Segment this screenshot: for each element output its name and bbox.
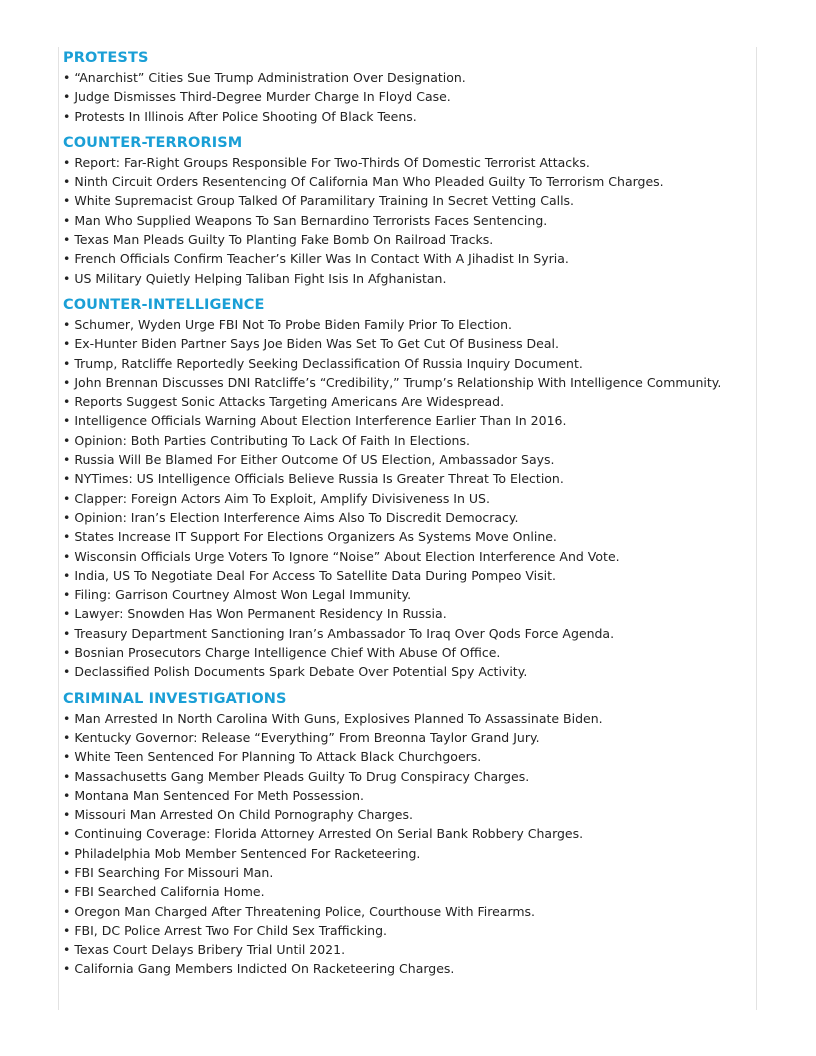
bullet-icon: • <box>63 251 71 267</box>
bullet-icon: • <box>63 903 71 919</box>
bullet-icon: • <box>63 625 71 641</box>
headline-text: Protests In Illinois After Police Shooting Of Black Teens. <box>74 108 417 124</box>
bullet-icon: • <box>63 884 71 900</box>
bullet-icon: • <box>63 316 71 332</box>
headline-text: Opinion: Both Parties Contributing To Lack Of Faith In Elections. <box>74 432 470 448</box>
headline-text: Trump, Ratcliffe Reportedly Seeking Declassification Of Russia Inquiry Document. <box>74 355 583 371</box>
section-protests <box>63 49 753 126</box>
headline-list <box>63 153 753 288</box>
headline-text: Man Arrested In North Carolina With Guns, Explosives Planned To Assassinate Biden. <box>74 710 603 726</box>
bullet-icon: • <box>63 826 71 842</box>
headline-text: Opinion: Iran’s Election Interference Aims Also To Discredit Democracy. <box>74 509 519 525</box>
bullet-icon: • <box>63 645 71 661</box>
headline-item[interactable] <box>63 863 753 882</box>
headline-text: FBI Searched California Home. <box>74 884 265 900</box>
headline-text: Lawyer: Snowden Has Won Permanent Residency In Russia. <box>74 606 447 622</box>
bullet-icon: • <box>63 509 71 525</box>
headline-item[interactable] <box>63 373 753 392</box>
headline-item[interactable] <box>63 585 753 604</box>
headline-text: California Gang Members Indicted On Racketeering Charges. <box>74 961 455 977</box>
bullet-icon: • <box>63 471 71 487</box>
headline-item[interactable] <box>63 882 753 901</box>
headline-text: Russia Will Be Blamed For Either Outcome Of US Election, Ambassador Says. <box>74 452 555 468</box>
headline-item[interactable] <box>63 87 753 106</box>
headline-text: Declassified Polish Documents Spark Debate Over Potential Spy Activity. <box>74 664 528 680</box>
headline-text: India, US To Negotiate Deal For Access To Satellite Data During Pompeo Visit. <box>74 567 556 583</box>
headline-text: Schumer, Wyden Urge FBI Not To Probe Biden Family Prior To Election. <box>74 316 512 332</box>
section-counter-intelligence <box>63 296 753 682</box>
headline-text: Oregon Man Charged After Threatening Police, Courthouse With Firearms. <box>74 903 536 919</box>
headline-item[interactable] <box>63 249 753 268</box>
bullet-icon: • <box>63 374 71 390</box>
section-heading: CRIMINAL INVESTIGATIONS <box>63 690 287 707</box>
news-briefing <box>63 49 753 979</box>
headline-text: FBI, DC Police Arrest Two For Child Sex Trafficking. <box>74 922 388 938</box>
bullet-icon: • <box>63 587 71 603</box>
headline-text: John Brennan Discusses DNI Ratcliffe’s “Credibility,” Trump’s Relationship With Intelligence Community. <box>74 374 722 390</box>
headline-item[interactable] <box>63 643 753 662</box>
bullet-icon: • <box>63 567 71 583</box>
bullet-icon: • <box>63 336 71 352</box>
bullet-icon: • <box>63 961 71 977</box>
headline-text: Man Who Supplied Weapons To San Bernardino Terrorists Faces Sentencing. <box>74 212 548 228</box>
bullet-icon: • <box>63 193 71 209</box>
headline-text: Philadelphia Mob Member Sentenced For Racketeering. <box>74 845 421 861</box>
headline-item[interactable] <box>63 469 753 488</box>
bullet-icon: • <box>63 710 71 726</box>
section-heading: PROTESTS <box>63 50 149 66</box>
headline-text: Texas Man Pleads Guilty To Planting Fake Bomb On Railroad Tracks. <box>74 232 494 248</box>
headline-item[interactable] <box>63 747 753 766</box>
headline-item[interactable] <box>63 107 753 126</box>
bullet-icon: • <box>63 749 71 765</box>
headline-item[interactable] <box>63 547 753 566</box>
section-heading: COUNTER-INTELLIGENCE <box>63 296 265 313</box>
bullet-icon: • <box>63 270 71 286</box>
headline-item[interactable] <box>63 767 753 786</box>
headline-item[interactable] <box>63 172 753 191</box>
headline-item[interactable] <box>63 959 753 978</box>
bullet-icon: • <box>63 787 71 803</box>
headline-list <box>63 315 753 682</box>
headline-text: Missouri Man Arrested On Child Pornography Charges. <box>74 807 413 823</box>
headline-text: Filing: Garrison Courtney Almost Won Legal Immunity. <box>74 587 412 603</box>
headline-item[interactable] <box>63 728 753 747</box>
headline-item[interactable] <box>63 902 753 921</box>
headline-item[interactable] <box>63 604 753 623</box>
bullet-icon: • <box>63 606 71 622</box>
headline-text: NYTimes: US Intelligence Officials Believe Russia Is Greater Threat To Election. <box>74 471 564 487</box>
headline-text: Treasury Department Sanctioning Iran’s Ambassador To Iraq Over Qods Force Agenda. <box>74 625 615 641</box>
bullet-icon: • <box>63 89 71 105</box>
headline-item[interactable] <box>63 334 753 353</box>
bullet-icon: • <box>63 664 71 680</box>
headline-text: Montana Man Sentenced For Meth Possession. <box>74 787 364 803</box>
headline-item[interactable] <box>63 153 753 172</box>
bullet-icon: • <box>63 729 71 745</box>
headline-text: Judge Dismisses Third-Degree Murder Charge In Floyd Case. <box>74 89 451 105</box>
bullet-icon: • <box>63 154 71 170</box>
bullet-icon: • <box>63 212 71 228</box>
headline-text: Kentucky Governor: Release “Everything” From Breonna Taylor Grand Jury. <box>74 729 540 745</box>
bullet-icon: • <box>63 768 71 784</box>
headline-item[interactable] <box>63 392 753 411</box>
bullet-icon: • <box>63 845 71 861</box>
headline-text: Wisconsin Officials Urge Voters To Ignore “Noise” About Election Interference And Vote. <box>74 548 620 564</box>
bullet-icon: • <box>63 432 71 448</box>
headline-item[interactable] <box>63 269 753 288</box>
headline-text: Clapper: Foreign Actors Aim To Exploit, Amplify Divisiveness In US. <box>74 490 490 506</box>
bullet-icon: • <box>63 413 71 429</box>
headline-text: Ex-Hunter Biden Partner Says Joe Biden Was Set To Get Cut Of Business Deal. <box>74 336 559 352</box>
headline-item[interactable] <box>63 230 753 249</box>
headline-item[interactable] <box>63 315 753 334</box>
headline-item[interactable] <box>63 431 753 450</box>
headline-item[interactable] <box>63 844 753 863</box>
bullet-icon: • <box>63 490 71 506</box>
headline-item[interactable] <box>63 489 753 508</box>
bullet-icon: • <box>63 355 71 371</box>
headline-text: States Increase IT Support For Elections Organizers As Systems Move Online. <box>74 529 557 545</box>
headline-item[interactable] <box>63 527 753 546</box>
headline-text: French Officials Confirm Teacher’s Killer Was In Contact With A Jihadist In Syria. <box>74 251 569 267</box>
headline-item[interactable] <box>63 786 753 805</box>
headline-item[interactable] <box>63 354 753 373</box>
headline-item[interactable] <box>63 921 753 940</box>
bullet-icon: • <box>63 452 71 468</box>
bullet-icon: • <box>63 807 71 823</box>
bullet-icon: • <box>63 70 71 85</box>
headline-text: White Supremacist Group Talked Of Paramilitary Training In Secret Vetting Calls. <box>74 193 575 209</box>
section-counter-terrorism <box>63 134 753 288</box>
headline-text: Ninth Circuit Orders Resentencing Of California Man Who Pleaded Guilty To Terrorism Charges. <box>74 174 664 190</box>
headline-item[interactable] <box>63 566 753 585</box>
bullet-icon: • <box>63 108 71 124</box>
bullet-icon: • <box>63 394 71 410</box>
headline-text: Intelligence Officials Warning About Election Interference Earlier Than In 2016. <box>74 413 567 429</box>
headline-list <box>63 68 753 126</box>
headline-text: Report: Far-Right Groups Responsible For Two-Thirds Of Domestic Terrorist Attacks. <box>74 154 590 170</box>
headline-item[interactable] <box>63 940 753 959</box>
bullet-icon: • <box>63 922 71 938</box>
headline-text: Texas Court Delays Bribery Trial Until 2021. <box>74 942 346 958</box>
headline-item[interactable] <box>63 709 753 728</box>
headline-item[interactable] <box>63 450 753 469</box>
section-heading: COUNTER-TERRORISM <box>63 134 243 151</box>
headline-text: Continuing Coverage: Florida Attorney Arrested On Serial Bank Robbery Charges. <box>74 826 584 842</box>
headline-text: US Military Quietly Helping Taliban Fight Isis In Afghanistan. <box>74 270 447 286</box>
headline-item[interactable] <box>63 805 753 824</box>
section-criminal-investigations <box>63 690 753 979</box>
headline-text: FBI Searching For Missouri Man. <box>74 864 274 880</box>
headline-text: Reports Suggest Sonic Attacks Targeting Americans Are Widespread. <box>74 394 505 410</box>
bullet-icon: • <box>63 864 71 880</box>
headline-item[interactable] <box>63 68 753 87</box>
bullet-icon: • <box>63 529 71 545</box>
bullet-icon: • <box>63 942 71 958</box>
bullet-icon: • <box>63 548 71 564</box>
headline-item[interactable] <box>63 411 753 430</box>
headline-text: Massachusetts Gang Member Pleads Guilty To Drug Conspiracy Charges. <box>74 768 530 784</box>
headline-item[interactable] <box>63 662 753 681</box>
headline-item[interactable] <box>63 191 753 210</box>
headline-text: White Teen Sentenced For Planning To Attack Black Churchgoers. <box>74 749 482 765</box>
headline-text: Bosnian Prosecutors Charge Intelligence Chief With Abuse Of Office. <box>74 645 501 661</box>
headline-list <box>63 709 753 979</box>
headline-item[interactable] <box>63 211 753 230</box>
headline-text: “Anarchist” Cities Sue Trump Administration Over Designation. <box>74 70 466 85</box>
headline-item[interactable] <box>63 624 753 643</box>
headline-item[interactable] <box>63 824 753 843</box>
bullet-icon: • <box>63 232 71 248</box>
bullet-icon: • <box>63 174 71 190</box>
headline-item[interactable] <box>63 508 753 527</box>
